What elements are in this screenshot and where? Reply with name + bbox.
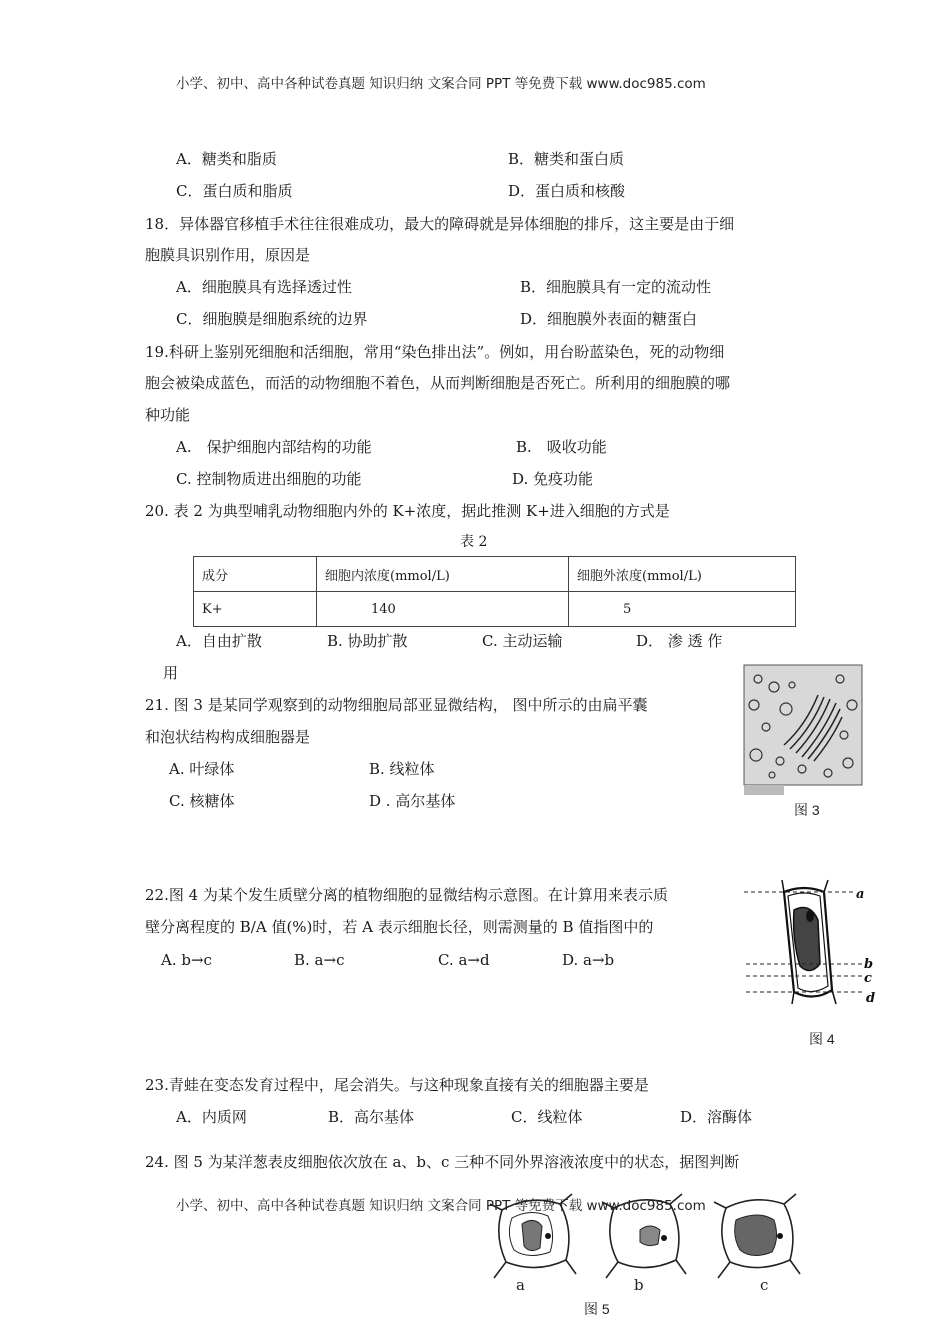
q23-stem-line1: 23.青蛙在变态发育过程中，尾会消失。与这种现象直接有关的细胞器主要是 bbox=[145, 1076, 649, 1094]
q19-stem-line2: 胞会被染成蓝色，而活的动物细胞不着色，从而判断细胞是否死亡。所利用的细胞膜的哪 bbox=[145, 374, 731, 392]
q17-option-b[interactable]: B．糖类和蛋白质 bbox=[508, 150, 625, 168]
figure-5-cell-a-label: a bbox=[516, 1276, 525, 1294]
q19-option-d[interactable]: D. 免疫功能 bbox=[512, 470, 594, 488]
q22-stem-line1: 22.图 4 为某个发生质壁分离的植物细胞的显微结构示意图。在计算用来表示质 bbox=[145, 886, 668, 904]
q19-option-c[interactable]: C. 控制物质进出细胞的功能 bbox=[176, 470, 362, 488]
figure-4-mark-a: a bbox=[856, 887, 865, 902]
q22-option-b[interactable]: B. a→c bbox=[294, 951, 345, 969]
q19-stem-line3: 种功能 bbox=[145, 406, 191, 424]
q18-option-b[interactable]: B．细胞膜具有一定的流动性 bbox=[520, 278, 712, 296]
q21-option-c[interactable]: C. 核糖体 bbox=[169, 792, 235, 810]
q19-option-a[interactable]: A. 保护细胞内部结构的功能 bbox=[176, 438, 372, 456]
q20-option-b[interactable]: B. 协助扩散 bbox=[327, 632, 408, 650]
table-caption: 表 2 bbox=[460, 534, 488, 550]
table-header-row bbox=[194, 557, 796, 592]
q21-stem-line2: 和泡状结构构成细胞器是 bbox=[145, 728, 311, 746]
q17-option-d[interactable]: D．蛋白质和核酸 bbox=[508, 182, 626, 200]
table-header-cell: 细胞内浓度(mmol/L) bbox=[317, 557, 569, 592]
q22-option-d[interactable]: D. a→b bbox=[562, 951, 615, 969]
table-cell: 140 bbox=[317, 592, 569, 627]
q18-option-a[interactable]: A．细胞膜具有选择透过性 bbox=[176, 278, 352, 296]
figure-3-label: 图 3 bbox=[794, 802, 820, 818]
figure-5-label: 图 5 bbox=[584, 1301, 610, 1317]
table-header-cell: 细胞外浓度(mmol/L) bbox=[569, 557, 796, 592]
table-cell: K+ bbox=[194, 592, 317, 627]
q17-option-a[interactable]: A．糖类和脂质 bbox=[176, 150, 277, 168]
figure-4-mark-d: d bbox=[866, 991, 876, 1006]
figure-5-cell-c-label: c bbox=[760, 1276, 769, 1294]
table-header-cell: 成分 bbox=[194, 557, 317, 592]
q21-option-d[interactable]: D . 高尔基体 bbox=[369, 792, 456, 810]
q18-stem-line1: 18．异体器官移植手术往往很难成功，最大的障碍就是异体细胞的排斥，这主要是由于细 bbox=[145, 215, 735, 233]
q20-option-d[interactable]: D． 渗 透 作 bbox=[636, 632, 723, 650]
table-row bbox=[194, 592, 796, 627]
q22-stem-line2: 壁分离程度的 B/A 值(%)时，若 A 表示细胞长径，则需测量的 B 值指图中的 bbox=[145, 918, 654, 936]
q20-option-d-continued: 用 bbox=[163, 664, 179, 682]
q21-stem-line1: 21. 图 3 是某同学观察到的动物细胞局部亚显微结构， 图中所示的由扁平囊 bbox=[145, 696, 648, 714]
figure-5-cell-b-label: b bbox=[634, 1276, 644, 1294]
q17-option-c[interactable]: C．蛋白质和脂质 bbox=[176, 182, 293, 200]
golgi-micrograph-figure bbox=[744, 665, 864, 817]
q22-option-c[interactable]: C. a→d bbox=[438, 951, 490, 969]
q18-option-c[interactable]: C．细胞膜是细胞系统的边界 bbox=[176, 310, 368, 328]
figure-4-mark-b: b bbox=[864, 957, 874, 972]
q23-option-a[interactable]: A．内质网 bbox=[176, 1108, 247, 1126]
table-cell: 5 bbox=[569, 592, 796, 627]
figure-4-label: 图 4 bbox=[809, 1031, 835, 1047]
q20-stem-line1: 20. 表 2 为典型哺乳动物细胞内外的 K+浓度，据此推测 K+进入细胞的方式是 bbox=[145, 502, 670, 520]
plant-cell-figure bbox=[744, 880, 894, 1048]
q23-option-d[interactable]: D．溶酶体 bbox=[680, 1108, 753, 1126]
concentration-table bbox=[193, 556, 796, 627]
q22-option-a[interactable]: A. b→c bbox=[161, 951, 212, 969]
page-header: 小学、初中、高中各种试卷真题 知识归纳 文案合同 PPT 等免费下载 www.doc985.com bbox=[176, 76, 706, 92]
q18-option-d[interactable]: D．细胞膜外表面的糖蛋白 bbox=[520, 310, 698, 328]
page-footer: 小学、初中、高中各种试卷真题 知识归纳 文案合同 PPT 等免费下载 www.doc985.com bbox=[176, 1198, 706, 1214]
q24-stem-line1: 24. 图 5 为某洋葱表皮细胞依次放在 a、b、c 三种不同外界溶液浓度中的状态，据图判断 bbox=[145, 1153, 740, 1171]
q19-stem-line1: 19.科研上鉴别死细胞和活细胞，常用“染色排出法”。例如，用台盼蓝染色，死的动物细 bbox=[145, 343, 725, 361]
q23-option-b[interactable]: B．高尔基体 bbox=[328, 1108, 415, 1126]
q20-option-c[interactable]: C. 主动运输 bbox=[482, 632, 563, 650]
q20-option-a[interactable]: A．自由扩散 bbox=[176, 632, 262, 650]
q18-stem-line2: 胞膜具识别作用，原因是 bbox=[145, 246, 311, 264]
q21-option-a[interactable]: A. 叶绿体 bbox=[169, 760, 235, 778]
q21-option-b[interactable]: B. 线粒体 bbox=[369, 760, 435, 778]
q23-option-c[interactable]: C．线粒体 bbox=[511, 1108, 583, 1126]
figure-4-mark-c: c bbox=[864, 971, 872, 986]
q19-option-b[interactable]: B. 吸收功能 bbox=[516, 438, 607, 456]
